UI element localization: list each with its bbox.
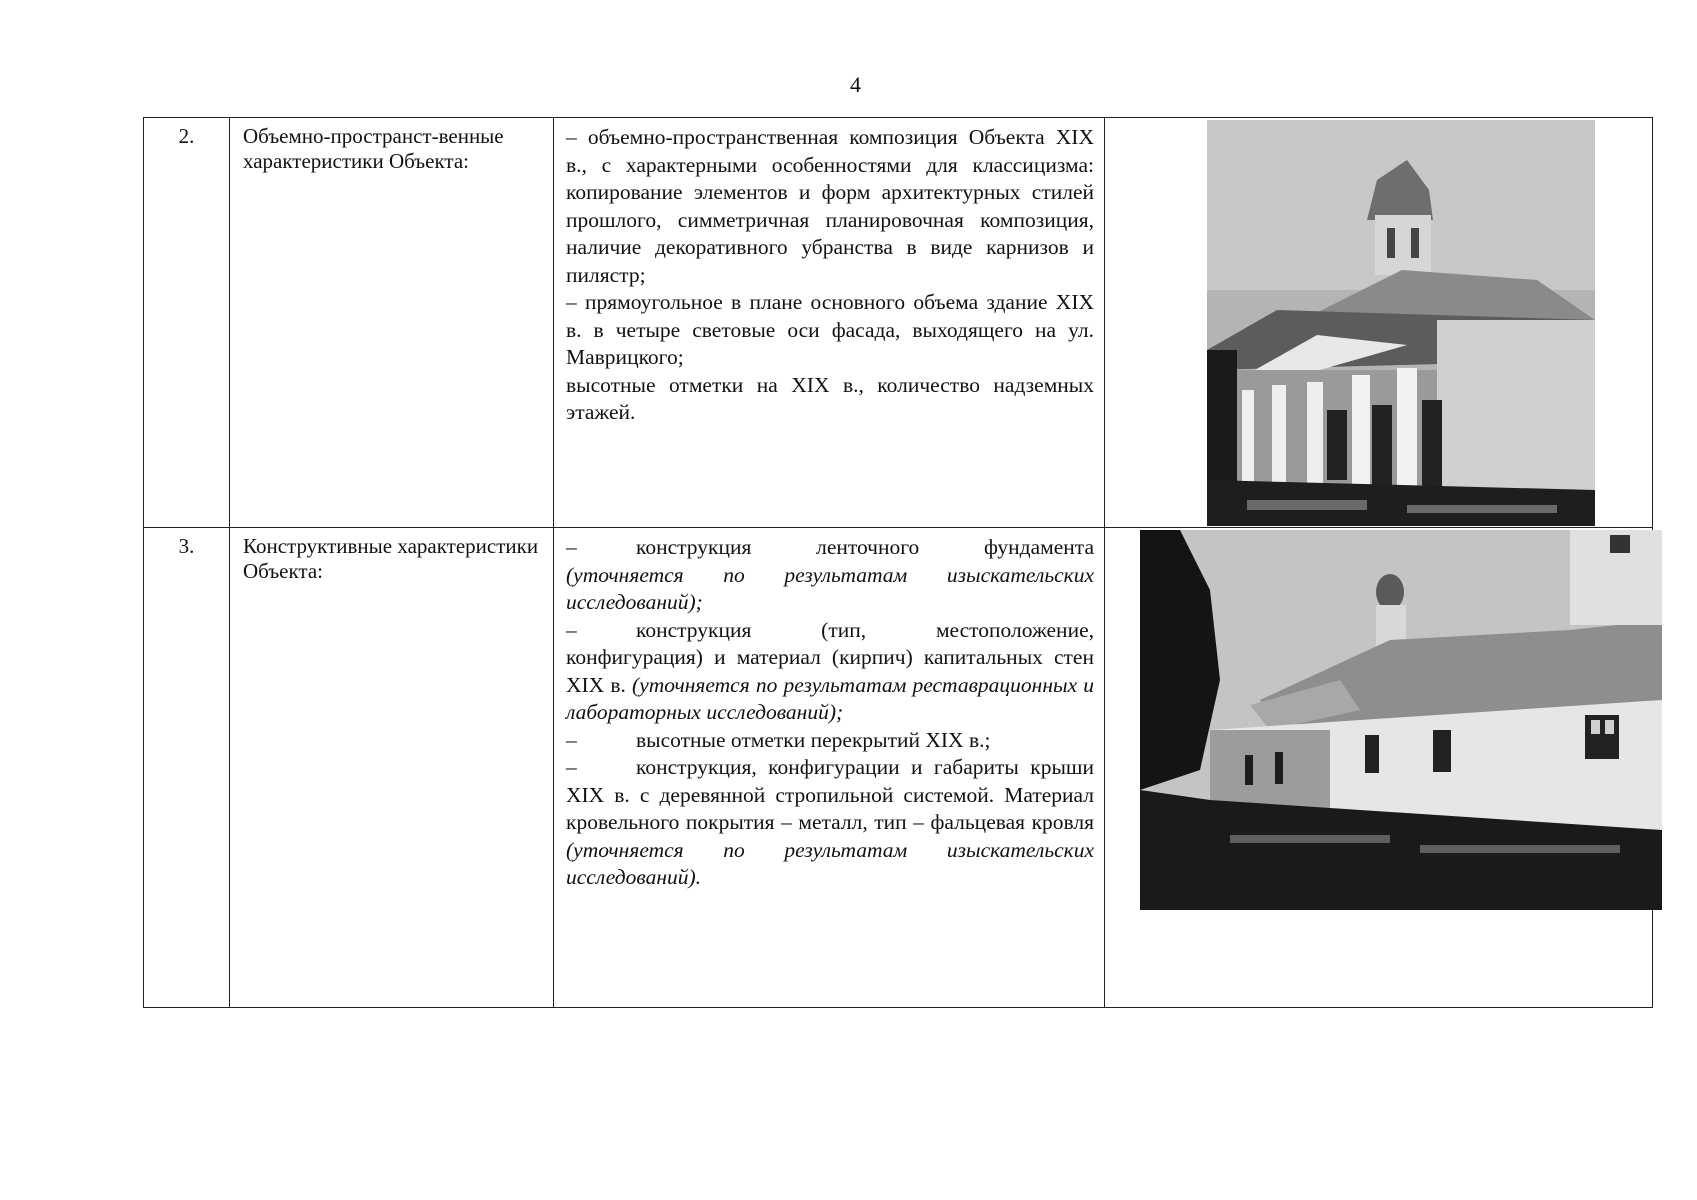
characteristic-description: [554, 118, 1105, 528]
page-number: 4: [850, 72, 861, 97]
row-number: 2.: [144, 118, 230, 528]
description-paragraph: – прямоугольное в плане основного объема здание XIX в. в четыре световые оси фасада, выходящего на ул. Маврицкого;: [566, 290, 1095, 369]
row-number: 3.: [144, 528, 230, 1008]
church-side-facade-photo: [1140, 530, 1662, 910]
table-row: [144, 528, 1653, 1008]
table-row: [144, 118, 1653, 528]
description-paragraph: – конструкция, конфигурации и габариты крыши XIX в. с деревянной стропильной системой. Материал кровельного покрытия – металл, тип – фальцевая кровля (уточняется по результатам изыскательских исследований).: [566, 755, 1094, 889]
description-paragraph: – конструкция ленточного фундамента (уточняется по результатам изыскательских исследований);: [566, 535, 1094, 614]
description-paragraph: – конструкция (тип, местоположение, конфигурация) и материал (кирпич) капитальных стен XIX в. (уточняется по результатам реставрационных и лабораторных исследований);: [566, 617, 1094, 724]
church-portico-photo: [1207, 120, 1595, 526]
description-paragraph: – высотные отметки перекрытий XIX в.;: [566, 727, 991, 752]
characteristic-name: Объемно-пространст-венные характеристики Объекта:: [230, 118, 554, 528]
characteristics-table: [143, 117, 1653, 1008]
description-paragraph: – объемно-пространственная композиция Объекта XIX в., с характерными особенностями для классицизма: копирование элементов и форм архитектурных стилей прошлого, симметричная планировочная композиция, наличие декоративного убранства в виде карнизов и пилястр;: [566, 125, 1094, 287]
characteristic-name: Конструктивные характеристики Объекта:: [230, 528, 554, 1008]
photo-cell: [1105, 118, 1653, 528]
photo-cell: [1105, 528, 1653, 1008]
description-paragraph: высотные отметки на XIX в., количество надземных этажей.: [566, 372, 1094, 424]
characteristic-description: [554, 528, 1105, 1008]
